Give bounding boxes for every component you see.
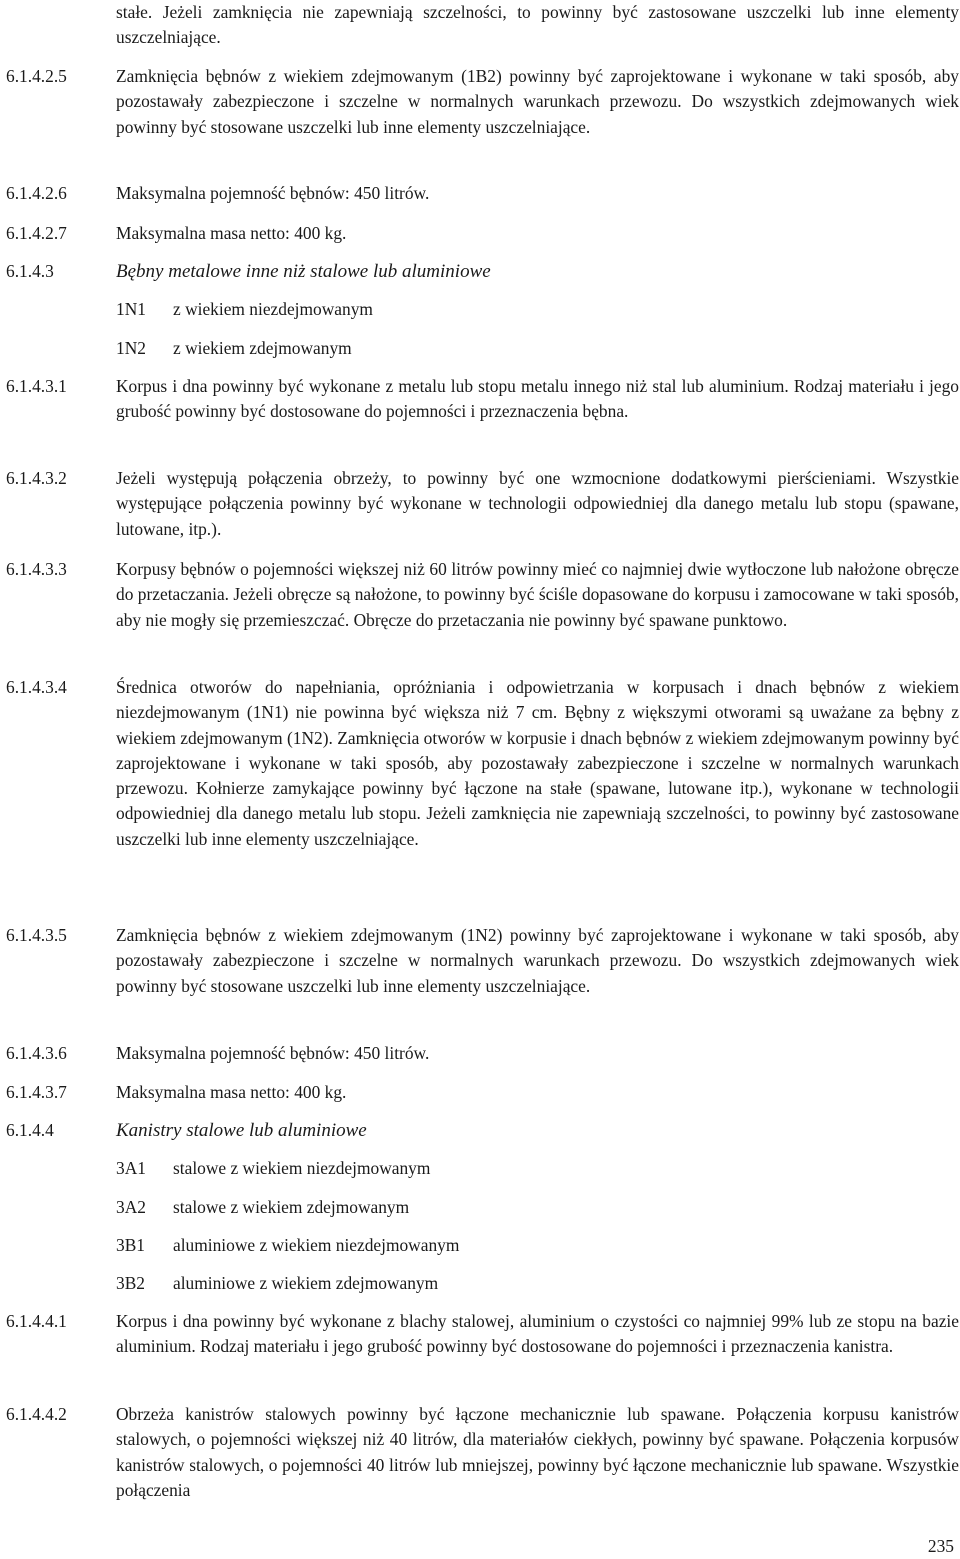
section-text: Maksymalna masa netto: 400 kg. [116,223,347,243]
packaging-code: 3A1 [116,1158,146,1178]
section-heading-text: Kanistry stalowe lub aluminiowe [116,1120,367,1141]
section-6-1-4-3-3 [6,557,959,633]
code-row [116,1156,959,1181]
packaging-codes-list [6,336,959,361]
section-6-1-4-2-6 [6,181,959,206]
section-text: Zamknięcia bębnów z wiekiem zdejmowanym (1N2) powinny być zaprojektowane i wykonane w taki sposób, aby pozostawały zabezpieczone i szczelne w normalnych warunkach przewozu. Do wszystkich zdejmowanych wiek powinny być stosowane uszczelki lub inne elementy uszczelniające. [116,925,959,996]
packaging-codes-list [6,1233,959,1258]
section-6-1-4-2-7 [6,221,959,246]
packaging-code: 1N1 [116,299,146,319]
section-number: 6.1.4.4.1 [6,1311,67,1331]
section-6-1-4-3-7 [6,1080,959,1105]
packaging-codes-list [6,1195,959,1220]
paragraph-text: stałe. Jeżeli zamknięcia nie zapewniają szczelności, to powinny być zastosowane uszczelki lub inne elementy uszczelniające. [116,2,959,48]
section-text: Korpus i dna powinny być wykonane z blachy stalowej, aluminium o czystości co najmniej 99% lub ze stopu na bazie aluminium. Rodzaj materiału i jego grubość powinny być dostosowane do pojemności i przeznaczenia kanistra. [116,1311,959,1357]
packaging-code: 1N2 [116,338,146,358]
code-row [116,1271,959,1296]
packaging-code-description: aluminiowe z wiekiem niezdejmowanym [173,1235,460,1255]
packaging-code-description: aluminiowe z wiekiem zdejmowanym [173,1273,439,1293]
section-number: 6.1.4.4.2 [6,1404,67,1424]
packaging-code-description: stalowe z wiekiem niezdejmowanym [173,1158,431,1178]
section-heading-text: Bębny metalowe inne niż stalowe lub aluminiowe [116,261,491,282]
section-heading-6-1-4-4 [6,1118,959,1143]
section-number: 6.1.4.4 [6,1120,54,1140]
section-number: 6.1.4.2.5 [6,66,67,86]
section-number: 6.1.4.2.6 [6,183,67,203]
section-number: 6.1.4.3.6 [6,1043,67,1063]
section-text: Średnica otworów do napełniania, opróżniania i odpowietrzania w korpusach i dnach bębnów z wiekiem niezdejmowanym (1N1) nie powinna być większa niż 7 cm. Bębny z większymi otworami są uważane za bębny z wiekiem zdejmowanym (1N2). Zamknięcia otworów w korpusie i dnach bębnów z wiekiem zdejmowanym powinny być zaprojektowane i wykonane w taki sposób, aby pozostawały zabezpieczone i szczelne w normalnych warunkach przewozu. Kołnierze zamykające powinny być łączone na stałe (spawane, lutowane itp.), wykonane w technologii odpowiedniej dla danego metalu lub stopu. Jeżeli zamknięcia nie zapewniają szczelności, to powinny być zastosowane uszczelki lub inne elementy uszczelniające. [116,677,959,849]
section-6-1-4-3-2 [6,466,959,542]
section-number: 6.1.4.3.4 [6,677,67,697]
section-text: Korpusy bębnów o pojemności większej niż 60 litrów powinny mieć co najmniej dwie wytłoczone lub nałożone obręcze do przetaczania. Jeżeli obręcze są nałożone, to powinny być ściśle dopasowane do korpusu i zamocowane w taki sposób, aby nie mogły się przemieszczać. Obręcze do przetaczania nie powinny być spawane punktowo. [116,559,959,630]
section-number: 6.1.4.3 [6,261,54,281]
packaging-code: 3A2 [116,1197,146,1217]
packaging-codes-list [6,297,959,322]
code-row [116,297,959,322]
code-row [116,1195,959,1220]
section-text: Korpus i dna powinny być wykonane z metalu lub stopu metalu innego niż stal lub aluminium. Rodzaj materiału i jego grubość powinny być dostosowane do pojemności i przeznaczenia bębna. [116,376,959,422]
section-6-1-4-3-4 [6,675,959,852]
section-text: Maksymalna pojemność bębnów: 450 litrów. [116,183,430,203]
code-row [116,336,959,361]
packaging-code-description: z wiekiem zdejmowanym [173,338,352,358]
section-6-1-4-2-5 [6,64,959,140]
section-6-1-4-3-1 [6,374,959,425]
packaging-code: 3B1 [116,1235,145,1255]
packaging-code-description: z wiekiem niezdejmowanym [173,299,373,319]
section-text: Jeżeli występują połączenia obrzeży, to powinny być one wzmocnione dodatkowymi pierścieniami. Wszystkie występujące połączenia powinny być wykonane w technologii odpowiedniej dla danego metalu lub stopu (spawane, lutowane, itp.). [116,468,959,539]
section-heading-6-1-4-3 [6,259,959,284]
packaging-code-description: stalowe z wiekiem zdejmowanym [173,1197,410,1217]
code-row [116,1233,959,1258]
packaging-codes-list [6,1156,959,1181]
page-number: 235 [927,1536,954,1556]
section-text: Zamknięcia bębnów z wiekiem zdejmowanym (1B2) powinny być zaprojektowane i wykonane w taki sposób, aby pozostawały zabezpieczone i szczelne w normalnych warunkach przewozu. Do wszystkich zdejmowanych wiek powinny być stosowane uszczelki lub inne elementy uszczelniające. [116,66,959,137]
section-6-1-4-4-1 [6,1309,959,1360]
section-number: 6.1.4.3.3 [6,559,67,579]
section-number: 6.1.4.3.7 [6,1082,67,1102]
section-number: 6.1.4.3.5 [6,925,67,945]
continuation-paragraph [6,0,959,51]
packaging-code: 3B2 [116,1273,145,1293]
section-6-1-4-3-6 [6,1041,959,1066]
section-number: 6.1.4.3.2 [6,468,67,488]
section-text: Maksymalna masa netto: 400 kg. [116,1082,347,1102]
section-6-1-4-4-2 [6,1402,959,1503]
section-text: Maksymalna pojemność bębnów: 450 litrów. [116,1043,430,1063]
packaging-codes-list [6,1271,959,1296]
section-number: 6.1.4.3.1 [6,376,67,396]
section-text: Obrzeża kanistrów stalowych powinny być łączone mechanicznie lub spawane. Połączenia korpusu kanistrów stalowych, o pojemności większej niż 40 litrów, dla materiałów ciekłych, powinny być spawane. Połączenia korpusów kanistrów stalowych, o pojemności 40 litrów lub mniejszej, powinny być łączone mechanicznie lub spawane. Wszystkie połączenia [116,1404,959,1500]
section-number: 6.1.4.2.7 [6,223,67,243]
section-6-1-4-3-5 [6,923,959,999]
